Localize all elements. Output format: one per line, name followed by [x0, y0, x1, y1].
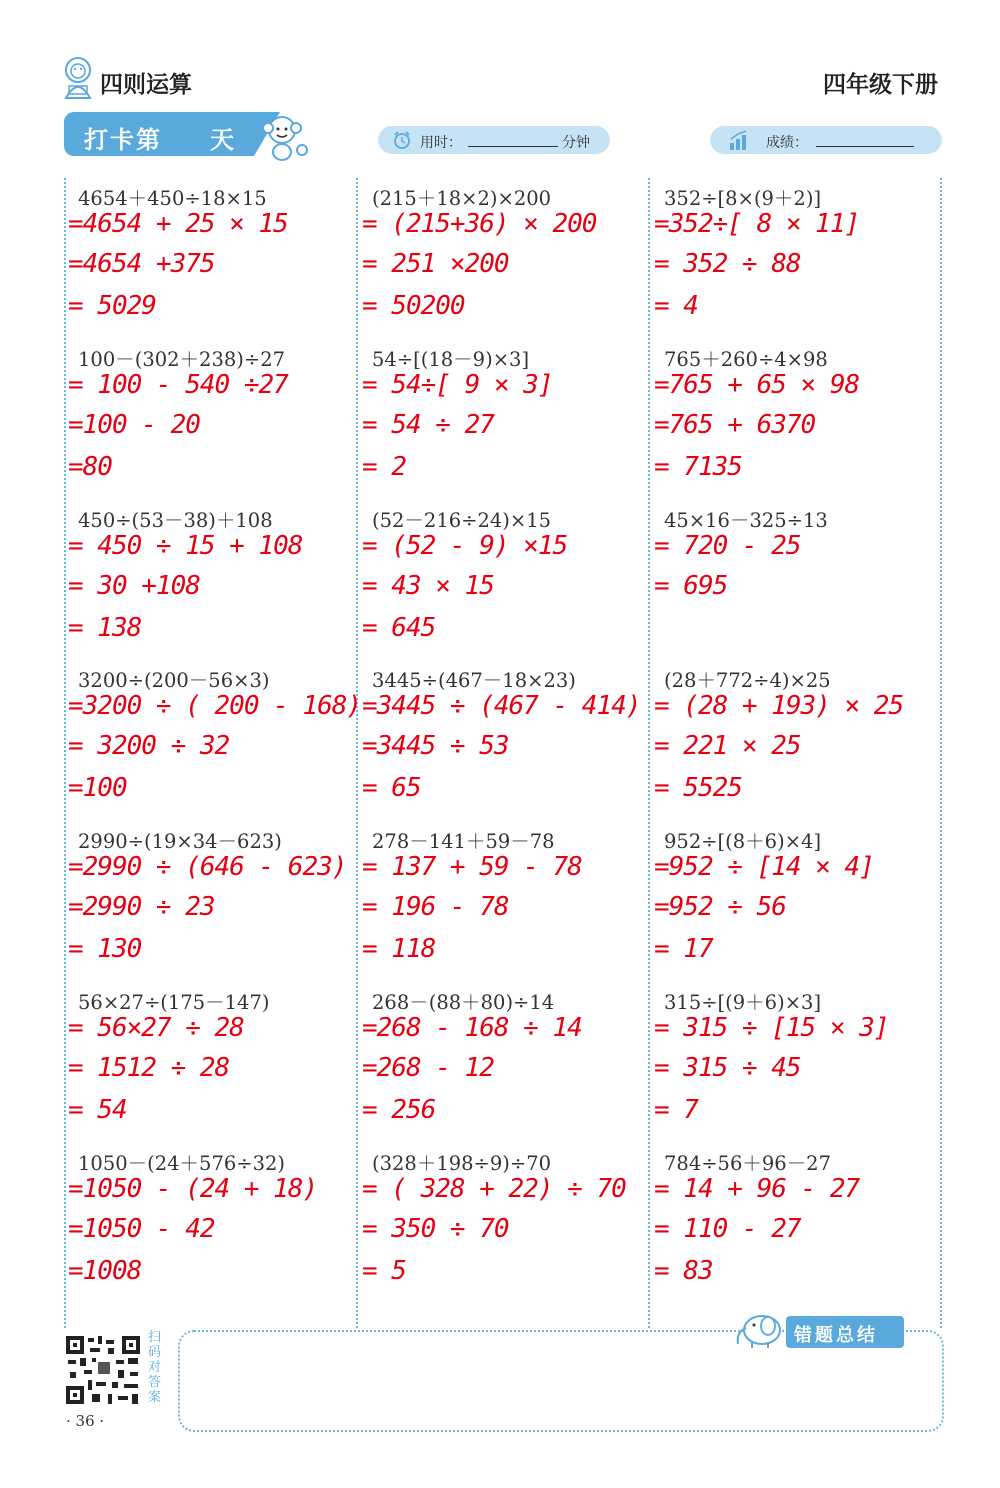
- handwritten-step: =352÷[ 8 × 11]: [654, 209, 860, 239]
- handwritten-step: = 352 ÷ 88: [654, 249, 801, 279]
- handwritten-step: =100: [68, 773, 127, 803]
- column-divider-right: [940, 178, 942, 1328]
- grade-label: 四年级下册: [823, 72, 938, 98]
- handwritten-step: = 720 - 25: [654, 531, 801, 561]
- problem-expression: 54÷[(18－9)×3]: [372, 348, 530, 371]
- score-label: 成绩：: [766, 135, 808, 151]
- problem-expression: 450÷(53－38)＋108: [78, 509, 273, 532]
- handwritten-step: = 43 × 15: [362, 571, 494, 601]
- problem-expression: 3445÷(467－18×23): [372, 669, 576, 692]
- problem-expression: (52－216÷24)×15: [372, 509, 552, 532]
- checkin-day-unit: 天: [210, 126, 234, 154]
- handwritten-step: =952 ÷ 56: [654, 892, 786, 922]
- problem-expression: 952÷[(8＋6)×4]: [664, 830, 822, 853]
- handwritten-step: =952 ÷ [14 × 4]: [654, 852, 874, 882]
- problem-expression: 352÷[8×(9＋2)]: [664, 187, 822, 210]
- problem-expression: 3200÷(200－56×3): [78, 669, 270, 692]
- elephant-mascot-icon: [732, 1308, 788, 1350]
- handwritten-step: = 2: [362, 452, 406, 482]
- problem-expression: (328＋198÷9)÷70: [372, 1152, 552, 1175]
- handwritten-step: = 315 ÷ 45: [654, 1053, 801, 1083]
- handwritten-step: = 83: [654, 1256, 713, 1286]
- handwritten-step: =1050 - (24 + 18): [68, 1174, 318, 1204]
- column-divider-2: [648, 178, 650, 1328]
- problem-expression: 2990÷(19×34－623): [78, 830, 282, 853]
- handwritten-step: = 256: [362, 1095, 436, 1125]
- column-divider-1: [356, 178, 358, 1328]
- handwritten-step: = (52 - 9) ×15: [362, 531, 568, 561]
- score-field: [710, 126, 942, 154]
- problem-expression: 56×27÷(175－147): [78, 991, 270, 1014]
- handwritten-step: =80: [68, 452, 112, 482]
- error-summary-label: 错题总结: [794, 1325, 878, 1346]
- handwritten-step: =3445 ÷ 53: [362, 731, 509, 761]
- problem-expression: 278－141＋59－78: [372, 830, 555, 853]
- handwritten-step: =1050 - 42: [68, 1214, 215, 1244]
- handwritten-step: =1008: [68, 1256, 142, 1286]
- problem-expression: (215＋18×2)×200: [372, 187, 552, 210]
- handwritten-step: = 450 ÷ 15 + 108: [68, 531, 303, 561]
- handwritten-step: = 5525: [654, 773, 742, 803]
- handwritten-step: =3445 ÷ (467 - 414): [362, 691, 641, 721]
- handwritten-step: = 137 + 59 - 78: [362, 852, 582, 882]
- handwritten-step: = 65: [362, 773, 421, 803]
- handwritten-step: = 118: [362, 934, 436, 964]
- handwritten-step: = 196 - 78: [362, 892, 509, 922]
- handwritten-step: = 3200 ÷ 32: [68, 731, 230, 761]
- handwritten-step: = 54 ÷ 27: [362, 410, 494, 440]
- handwritten-step: = 7: [654, 1095, 698, 1125]
- score-chart-icon: [728, 129, 750, 151]
- handwritten-step: = 251 ×200: [362, 249, 509, 279]
- handwritten-step: = 56×27 ÷ 28: [68, 1013, 244, 1043]
- handwritten-step: = 138: [68, 613, 142, 643]
- handwritten-step: =765 + 6370: [654, 410, 816, 440]
- checkin-label: 打卡第: [84, 126, 162, 154]
- handwritten-step: = 1512 ÷ 28: [68, 1053, 230, 1083]
- handwritten-step: = 7135: [654, 452, 742, 482]
- page-number: · 36 ·: [66, 1412, 105, 1430]
- handwritten-step: = 315 ÷ [15 × 3]: [654, 1013, 889, 1043]
- monkey-mascot-icon: [256, 112, 312, 162]
- handwritten-step: = 110 - 27: [654, 1214, 801, 1244]
- problem-expression: 45×16－325÷13: [664, 509, 828, 532]
- handwritten-step: = 221 × 25: [654, 731, 801, 761]
- handwritten-step: = 50200: [362, 291, 465, 321]
- problem-expression: 1050－(24＋576÷32): [78, 1152, 286, 1175]
- handwritten-step: = 14 + 96 - 27: [654, 1174, 860, 1204]
- time-unit: 分钟: [562, 135, 590, 151]
- lion-mascot-icon: [58, 56, 98, 100]
- handwritten-step: =268 - 168 ÷ 14: [362, 1013, 582, 1043]
- handwritten-step: = 100 - 540 ÷27: [68, 370, 288, 400]
- alarm-clock-icon: [392, 130, 412, 150]
- score-blank[interactable]: [816, 146, 914, 147]
- handwritten-step: = 645: [362, 613, 436, 643]
- column-divider-left: [64, 178, 66, 1328]
- handwritten-step: =765 + 65 × 98: [654, 370, 860, 400]
- time-blank[interactable]: [468, 146, 558, 147]
- handwritten-step: = 54÷[ 9 × 3]: [362, 370, 553, 400]
- handwritten-step: = 350 ÷ 70: [362, 1214, 509, 1244]
- handwritten-step: = ( 328 + 22) ÷ 70: [362, 1174, 626, 1204]
- qr-code-icon[interactable]: [64, 1334, 142, 1406]
- time-label: 用时：: [420, 135, 462, 151]
- handwritten-step: = (28 + 193) × 25: [654, 691, 904, 721]
- time-field: [378, 126, 610, 154]
- problem-expression: 268－(88＋80)÷14: [372, 991, 555, 1014]
- handwritten-step: = 130: [68, 934, 142, 964]
- handwritten-step: =4654 + 25 × 15: [68, 209, 288, 239]
- handwritten-step: = (215+36) × 200: [362, 209, 597, 239]
- handwritten-step: = 30 +108: [68, 571, 200, 601]
- handwritten-step: =4654 +375: [68, 249, 215, 279]
- problem-expression: 784÷56＋96－27: [664, 1152, 831, 1175]
- qr-caption: 扫码对答案: [148, 1330, 162, 1405]
- problem-expression: 765＋260÷4×98: [664, 348, 828, 371]
- handwritten-step: =2990 ÷ 23: [68, 892, 215, 922]
- problem-expression: (28＋772÷4)×25: [664, 669, 831, 692]
- handwritten-step: = 5: [362, 1256, 406, 1286]
- handwritten-step: = 54: [68, 1095, 127, 1125]
- page-title: 四则运算: [100, 72, 192, 98]
- handwritten-step: = 4: [654, 291, 698, 321]
- problem-expression: 4654＋450÷18×15: [78, 187, 267, 210]
- handwritten-step: = 5029: [68, 291, 156, 321]
- handwritten-step: =2990 ÷ (646 - 623): [68, 852, 347, 882]
- problem-expression: 100－(302＋238)÷27: [78, 348, 286, 371]
- handwritten-step: =100 - 20: [68, 410, 200, 440]
- handwritten-step: = 17: [654, 934, 713, 964]
- handwritten-step: =268 - 12: [362, 1053, 494, 1083]
- problem-expression: 315÷[(9＋6)×3]: [664, 991, 822, 1014]
- handwritten-step: = 695: [654, 571, 728, 601]
- handwritten-step: =3200 ÷ ( 200 - 168): [68, 691, 362, 721]
